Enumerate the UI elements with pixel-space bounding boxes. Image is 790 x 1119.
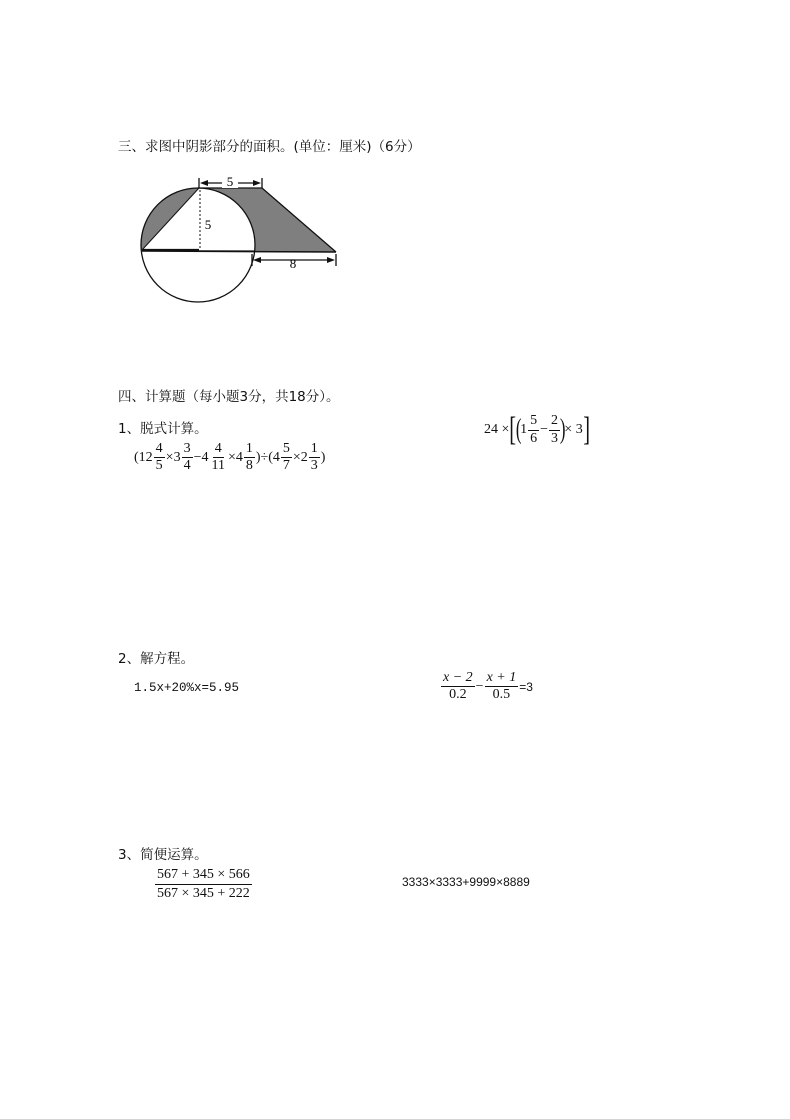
numerator: 4 (154, 441, 165, 458)
denominator: 567 × 345 + 222 (157, 886, 250, 902)
q3-label: 3、简便运算。 (118, 847, 208, 863)
denominator: 11 (211, 458, 225, 474)
left-bracket: [ (509, 411, 517, 448)
denominator: 4 (183, 458, 191, 474)
right-paren: ) (559, 414, 566, 445)
denominator: 3 (310, 458, 318, 474)
expr-text: − (475, 678, 484, 694)
q3-expression-b: 3333×3333+9999×8889 (402, 875, 530, 889)
numerator: 1 (309, 441, 320, 458)
expr-text: ×2 (292, 449, 308, 465)
shaded-area-figure (130, 166, 350, 316)
expr-text: 1 (520, 422, 528, 437)
fraction (244, 441, 255, 474)
height-label: 5 (204, 217, 212, 232)
numerator: 1 (244, 441, 255, 458)
fraction (549, 413, 560, 446)
fraction (485, 670, 519, 703)
q1-expression-b (484, 413, 590, 447)
fraction (309, 441, 320, 474)
fraction (154, 441, 165, 474)
expr-text: 24 × (484, 422, 510, 437)
denominator: 3 (550, 430, 558, 446)
expr-text: ×4 (227, 449, 243, 465)
fraction (155, 866, 252, 903)
expr-text: ×3 (165, 449, 181, 465)
fraction (441, 670, 475, 703)
q1-label: 1、脱式计算。 (118, 421, 208, 437)
section-4-heading: 四、计算题（每小题3分，共18分）。 (118, 389, 340, 405)
denominator: 7 (282, 458, 290, 474)
section-3-heading: 三、求图中阴影部分的面积。(单位：厘米)（6分） (118, 139, 421, 155)
expr-text: =3 (519, 679, 533, 694)
numerator: 567 + 345 × 566 (155, 866, 252, 885)
numerator: 5 (281, 441, 292, 458)
q2-equation-a: 1.5x+20%x=5.95 (134, 681, 240, 695)
fraction (182, 441, 193, 474)
q1-expression-a (134, 441, 325, 474)
denominator: 0.2 (449, 687, 467, 703)
denominator: 5 (155, 458, 163, 474)
numerator: 2 (549, 413, 560, 430)
expr-text: (12 (134, 449, 153, 465)
right-bracket: ] (582, 411, 590, 448)
fraction (281, 441, 292, 474)
top-length-label: 5 (226, 174, 234, 189)
numerator: x − 2 (441, 670, 475, 687)
q2-equation-b (440, 670, 533, 703)
denominator: 8 (245, 458, 253, 474)
bottom-length-label: 8 (289, 256, 297, 271)
expr-text: ) (320, 449, 326, 465)
fraction (209, 441, 226, 474)
fraction (528, 413, 539, 446)
numerator: x + 1 (485, 670, 519, 687)
expr-text: )÷(4 (255, 449, 280, 465)
left-paren: ( (515, 414, 522, 445)
numerator: 3 (182, 441, 193, 458)
denominator: 0.5 (492, 687, 511, 703)
denominator: 6 (530, 430, 538, 446)
expr-text: −4 (193, 449, 209, 465)
expr-text: × 3 (564, 422, 583, 437)
expr-text: − (540, 422, 548, 437)
numerator: 4 (213, 441, 224, 458)
q2-label: 2、解方程。 (118, 651, 195, 667)
numerator: 5 (528, 413, 539, 430)
q3-expression-a (154, 866, 253, 903)
